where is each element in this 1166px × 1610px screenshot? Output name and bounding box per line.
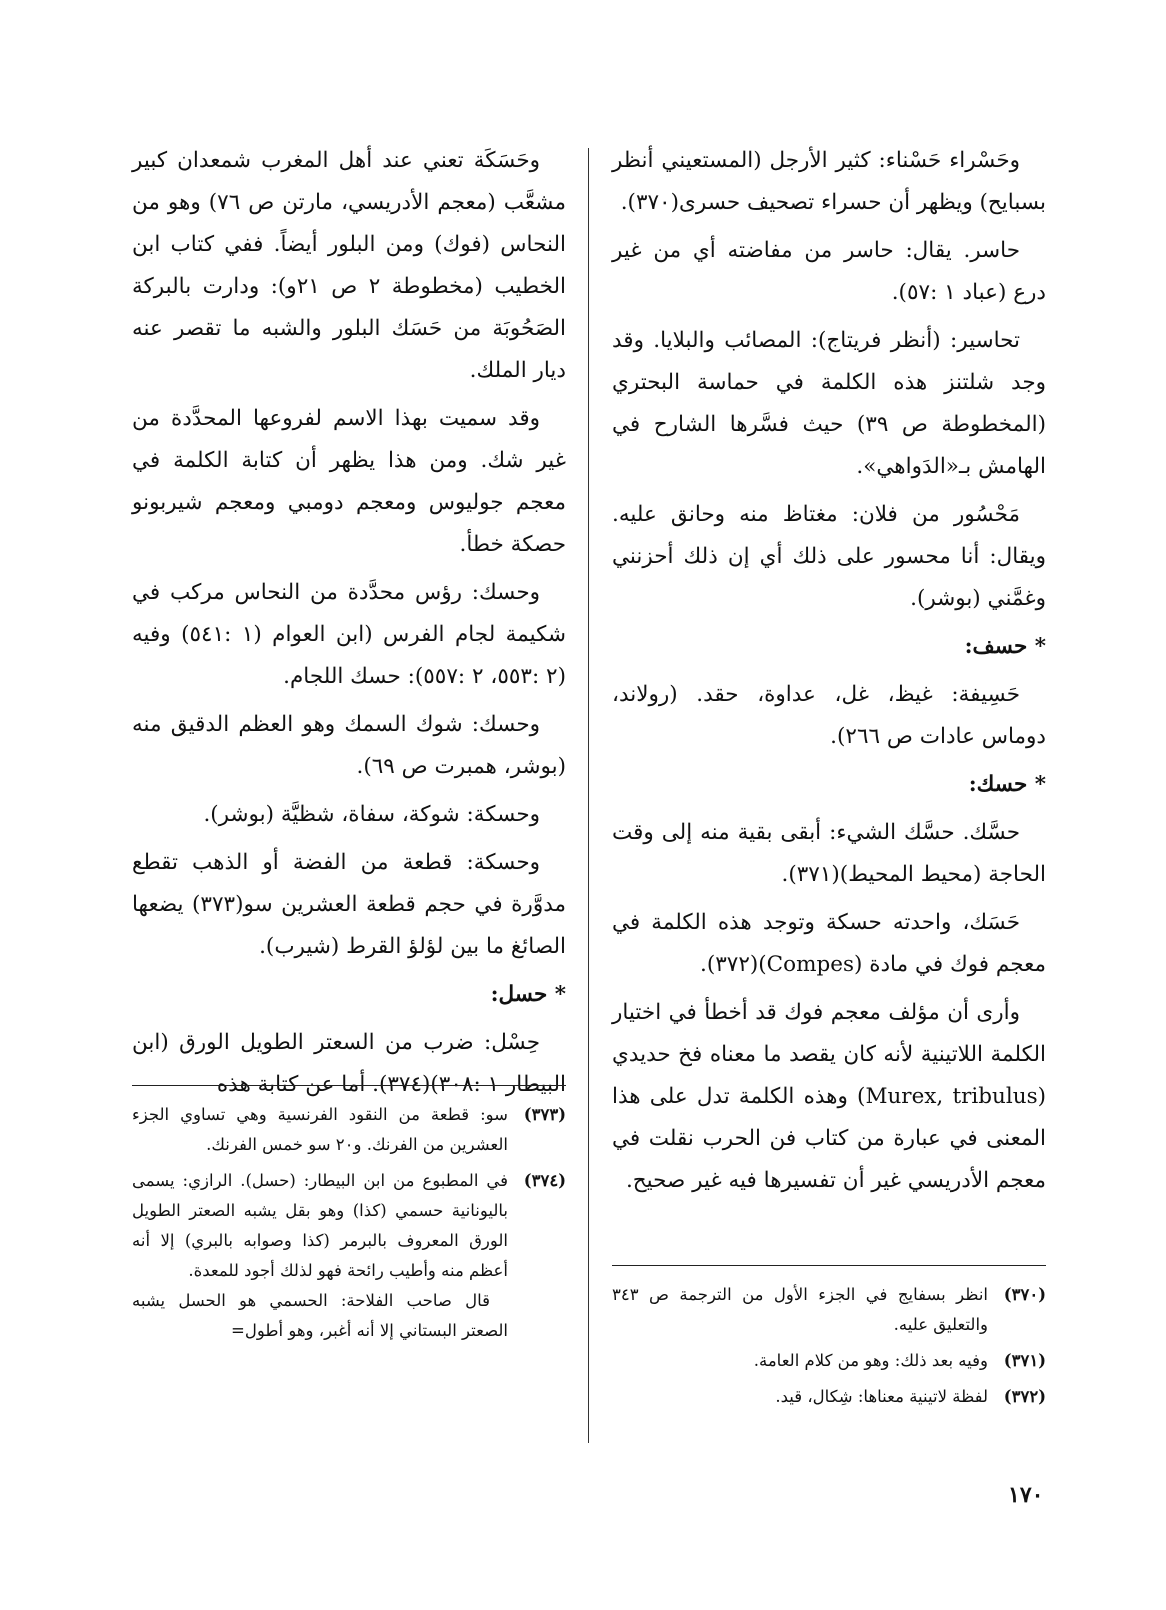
right-column — [612, 140, 1046, 1406]
left-footnotes — [132, 1100, 566, 1352]
heading-hasaf: * حسف: — [964, 634, 1046, 659]
right-footnotes — [612, 1280, 1046, 1418]
footnote-number: (٣٧٤) — [523, 1171, 566, 1190]
entry-hasak: حَسَك، واحدته حسكة وتوجد هذه الكلمة في معجم فوك في مادة (Compes)(٣٧٢). — [612, 910, 1046, 977]
column-divider — [588, 148, 589, 1443]
footnote-number: (٣٧٠) — [1003, 1285, 1046, 1304]
entry-fuk-error: وأرى أن مؤلف معجم فوك قد أخطأ في اختيار الكلمة اللاتينية لأنه كان يقصد ما معناه فخ حديدي (Murex, tribulus) وهذه الكلمة تدل على هذا المعنى في عبارة من كتاب فن الحرب نقلت في معجم الأدريسي غير أن تفسيرها فيه غير صحيح. — [612, 1000, 1046, 1193]
footnote-text: انظر بسفايج في الجزء الأول من الترجمة ص ٣٤٣ والتعليق عليه. — [612, 1285, 988, 1334]
footnote-rule — [132, 1085, 566, 1086]
entry-hassak: حسَّك. حسَّك الشيء: أبقى بقية منه إلى وقت الحاجة (محيط المحيط)(٣٧١). — [612, 820, 1046, 887]
footnote-text-part: قال صاحب الفلاحة: الحسمي هو الحسل يشبه الصعتر البستاني إلا أنه أغبر، وهو أطول= — [132, 1291, 508, 1340]
left-column-body — [132, 140, 566, 1106]
entry-tahasir: تحاسير: (أنظر فريتاج): المصائب والبلايا. وقد وجد شلتنز هذه الكلمة في حماسة البحتري (المخطوطة ص ٣٩) حيث فسَّرها الشارح في الهامش بـ«الدَواهي». — [612, 328, 1046, 479]
footnote — [132, 1166, 566, 1346]
entry-hasir: حاسر. يقال: حاسر من مفاضته أي من غير درع (عباد ١ :٥٧). — [612, 238, 1046, 305]
heading-hasal: * حسل: — [490, 982, 566, 1007]
footnote-text — [132, 1166, 508, 1346]
footnote-rule — [612, 1265, 1046, 1266]
entry-hasak-fishbone: وحسك: شوك السمك وهو العظم الدقيق منه (بوشر، همبرت ص ٦٩). — [132, 712, 566, 779]
footnote-number: (٣٧٢) — [1003, 1387, 1046, 1406]
footnote-text-part: في المطبوع من ابن البيطار: (حسل). الرازي: يسمى باليونانية حسمي (كذا) وهو بقل يشبه الصعتر الطويل الورق المعروف بالبرمر (كذا وصوابه بالبري) إلا أنه أعظم منه وأطيب رائحة فهو لذلك أجود للمعدة. — [132, 1171, 508, 1280]
entry-hasifa: حَسِيفة: غيظ، غل، عداوة، حقد. (رولاند، دوماس عادات ص ٢٦٦). — [612, 682, 1046, 749]
footnote-text: لفظة لاتينية معناها: شِكال، قيد. — [775, 1387, 988, 1406]
entry-hisl: حِسْل: ضرب من السعتر الطويل الورق (ابن البيطار ١ :٣٠٨)(٣٧٤). أما عن كتابة هذه — [132, 1030, 566, 1097]
footnote — [132, 1100, 566, 1160]
footnote-number: (٣٧١) — [1003, 1351, 1046, 1370]
entry-mahsur: مَحْسُور من فلان: مغتاظ منه وحانق عليه. ويقال: أنا محسور على ذلك أي إن ذلك أحزنني وغمَّني (بوشر). — [612, 502, 1046, 611]
entry-haska-coin: وحسكة: قطعة من الفضة أو الذهب تقطع مدوَّرة في حجم قطعة العشرين سو(٣٧٣) يضعها الصائغ ما بين لؤلؤ القرط (شيرب). — [132, 850, 567, 959]
footnote-text: سو: قطعة من النقود الفرنسية وهي تساوي الجزء العشرين من الفرنك. و٢٠ سو خمس الفرنك. — [132, 1105, 508, 1154]
footnote — [612, 1280, 1046, 1340]
footnote — [612, 1346, 1046, 1376]
left-column — [132, 140, 567, 1340]
footnote-text: وفيه بعد ذلك: وهو من كلام العامة. — [753, 1351, 988, 1370]
entry-hasra: وحَسْراء حَسْناء: كثير الأرجل (المستعيني أنظر بسبايح) ويظهر أن حسراء تصحيف حسرى(٣٧٠). — [612, 148, 1046, 215]
entry-naming-note: وقد سميت بهذا الاسم لفروعها المحدَّدة من غير شك. ومن هذا يظهر أن كتابة الكلمة في معجم جوليوس ومعجم دومبي ومعجم شيربونو حصكة خطأ. — [132, 406, 566, 557]
entry-haska-candelabra: وحَسَكَة تعني عند أهل المغرب شمعدان كبير مشعَّب (معجم الأدريسي، مارتن ص ٧٦) وهو من النحاس (فوك) ومن البلور أيضاً. ففي كتاب ابن الخطيب (مخطوطة ٢ ص ٢١و): ودارت بالبركة الصَحُوبَة من حَسَك البلور والشبه ما تقصر عنه ديار الملك. — [132, 148, 566, 383]
footnote-number: (٣٧٣) — [523, 1105, 566, 1124]
footnote — [612, 1382, 1046, 1412]
right-column-body — [612, 140, 1046, 1202]
heading-hasak: * حسك: — [968, 772, 1046, 797]
entry-haska-thorn: وحسكة: شوكة، سفاة، شظيَّة (بوشر). — [203, 802, 540, 827]
entry-hasak-bit: وحسك: رؤس محدَّدة من النحاس مركب في شكيمة لجام الفرس (ابن العوام (١ :٥٤١) وفيه (٢ :٥٥٣، ٢ :٥٥٧): حسك اللجام. — [132, 580, 566, 689]
page-number: ١٧٠ — [1008, 1482, 1044, 1508]
